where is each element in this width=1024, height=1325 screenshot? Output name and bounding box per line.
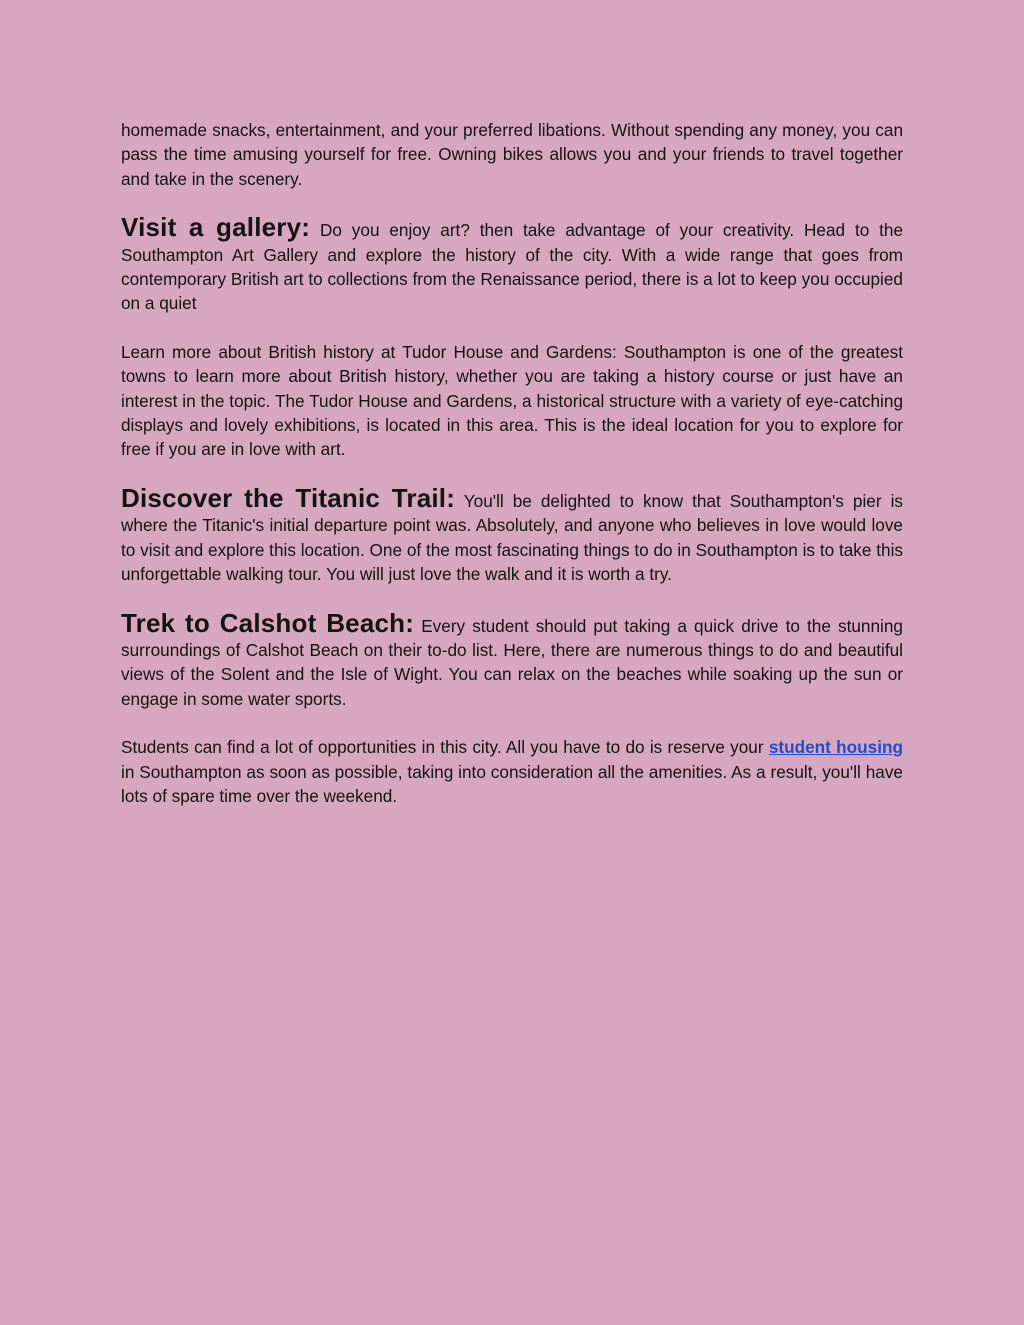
closing-paragraph [121, 735, 903, 808]
closing-text-before-link: Students can find a lot of opportunities in this city. All you have to do is reserve your [121, 737, 769, 758]
student-housing-link[interactable]: student housing [768, 737, 903, 758]
document-body [121, 118, 903, 832]
closing-text-after-link: in Southampton as soon as possible, taking into consideration all the amenities. As a result, you'll have lots of spare time over the weekend. [121, 761, 903, 806]
gallery-heading: Visit a gallery: [121, 212, 311, 243]
gallery-body: Do you enjoy art? then take advantage of your creativity. Head to the Southampton Art Gallery and explore the history of the city. With a wide range that goes from contemporary British art to collections from the Renaissance period, there is a lot to keep you occupied on a quiet [121, 220, 904, 314]
calshot-heading: Trek to Calshot Beach: [121, 607, 415, 638]
calshot-paragraph [121, 607, 903, 712]
gallery-paragraph [121, 212, 904, 316]
titanic-body: You'll be delighted to know that Southampton's pier is where the Titanic's initial departure point was. Absolutely, and anyone who believes in love would love to visit and explore this location. One of the most fascinating things to do in Southampton is to take this unforgettable walking tour. You will just love the walk and it is worth a try. [121, 490, 903, 585]
titanic-heading: Discover the Titanic Trail: [121, 482, 456, 513]
intro-paragraph: homemade snacks, entertainment, and your preferred libations. Without spending any money, you can pass the time amusing yourself for free. Owning bikes allows you and your friends to travel together and take in the scenery. [121, 120, 903, 189]
calshot-body: Every student should put taking a quick drive to the stunning surroundings of Calshot Beach on their to-do list. Here, there are numerous things to do and beautiful views of the Solent and the Isle of Wight. You can relax on the beaches while soaking up the sun or engage in some water sports. [121, 615, 903, 709]
tudor-paragraph: Learn more about British history at Tudor House and Gardens: Southampton is one of the greatest towns to learn more about British history, whether you are taking a history course or just have an interest in the topic. The Tudor House and Gardens, a historical structure with a variety of eye-catching displays and lovely exhibitions, is located in this area. This is the ideal location for you to explore for free if you are in love with art. [121, 341, 903, 460]
titanic-paragraph [121, 482, 903, 587]
